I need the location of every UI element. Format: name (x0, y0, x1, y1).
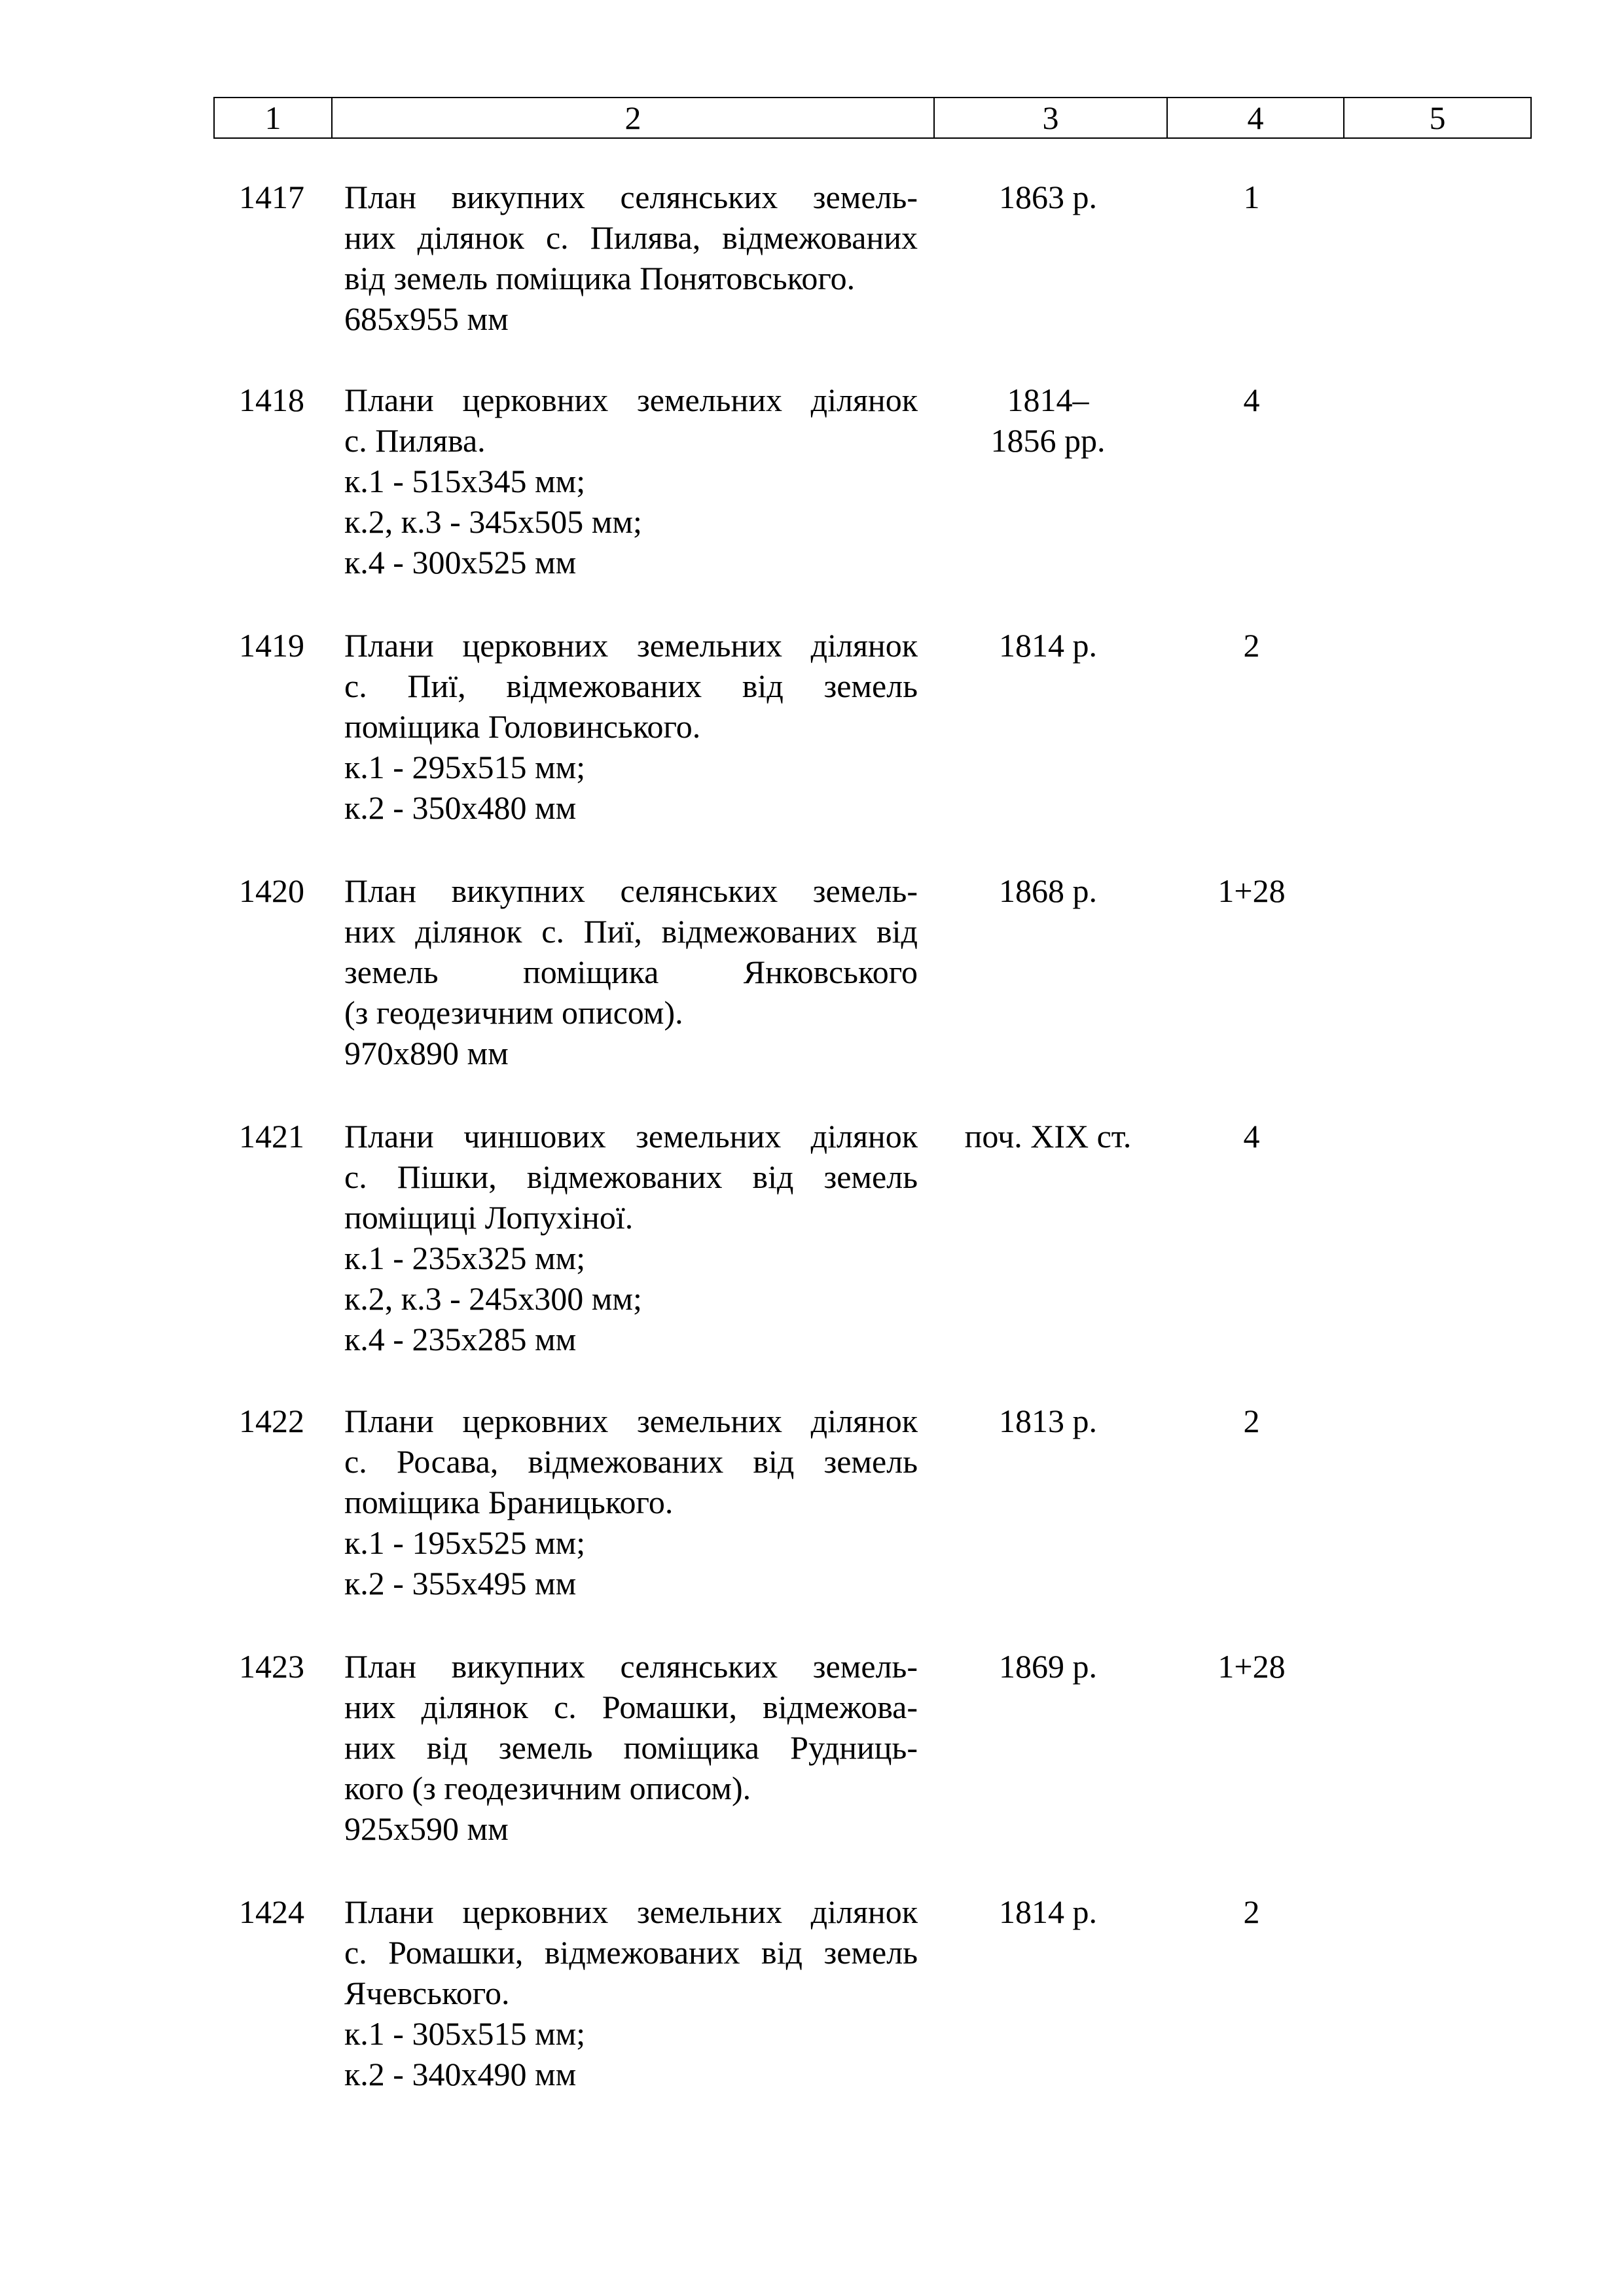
date-line: 1863 р. (999, 179, 1097, 215)
description-line: них ділянок с. Ромашки, відмежова- (344, 1689, 918, 1725)
entry-number: 1424 (239, 1893, 304, 1930)
entry-description (344, 625, 918, 828)
entry-sheet-count: 2 (1243, 1893, 1260, 1930)
description-line: План викупних селянських земель- (344, 179, 918, 215)
date-line: 1869 р. (999, 1648, 1097, 1685)
entry-sheet-count: 1+28 (1218, 1648, 1286, 1685)
description-line: них ділянок с. Пилява, відмежованих (344, 219, 918, 256)
description-line: с. Пішки, відмежованих від земель (344, 1158, 918, 1195)
description-line: с. Ромашки, відмежованих від земель (344, 1934, 918, 1971)
description-line: к.2, к.3 - 345x505 мм; (344, 503, 642, 540)
description-line: План викупних селянських земель- (344, 1648, 918, 1685)
description-line: с. Пиї, відмежованих від земель (344, 668, 918, 704)
entry-date (932, 1646, 1164, 1687)
header-col-3: 3 (934, 98, 1167, 138)
description-line: поміщика Браницького. (344, 1484, 674, 1520)
entry-number: 1418 (239, 382, 304, 418)
entry-description (344, 177, 918, 339)
description-line: земель поміщика Янковського (344, 954, 918, 990)
description-line: Плани церковних земельних ділянок (344, 1403, 918, 1439)
description-line: к.2 - 355x495 мм (344, 1565, 577, 1602)
entry-description (344, 1646, 918, 1849)
date-line: 1868 р. (999, 872, 1097, 909)
description-line: кого (з геодезичним описом). (344, 1770, 751, 1806)
entry-description (344, 870, 918, 1073)
column-number-header (213, 97, 1532, 139)
description-line: 970x890 мм (344, 1035, 509, 1071)
entry-date (932, 1892, 1164, 1932)
entry-date (932, 1116, 1164, 1157)
entry-number: 1419 (239, 627, 304, 664)
date-line: поч. ХІХ ст. (964, 1118, 1132, 1155)
header-row (214, 98, 1531, 138)
description-line: них ділянок с. Пиї, відмежованих від (344, 913, 918, 950)
description-line: к.4 - 300x525 мм (344, 544, 577, 581)
date-line: 1856 рр. (990, 422, 1106, 459)
entry-sheet-count: 4 (1243, 382, 1260, 418)
entry-date (932, 380, 1164, 461)
entry-sheet-count: 2 (1243, 627, 1260, 664)
description-line: них від земель поміщика Рудниць- (344, 1729, 918, 1766)
header-col-4: 4 (1167, 98, 1344, 138)
description-line: Плани церковних земельних ділянок (344, 382, 918, 418)
description-line: с. Пилява. (344, 422, 486, 459)
entry-date (932, 177, 1164, 217)
entry-number: 1417 (239, 179, 304, 215)
description-line: к.1 - 295x515 мм; (344, 749, 586, 785)
date-line: 1814 р. (999, 1893, 1097, 1930)
entry-number: 1423 (239, 1648, 304, 1685)
entry-description (344, 380, 918, 583)
entry-date (932, 625, 1164, 666)
description-line: поміщиці Лопухіної. (344, 1199, 634, 1236)
description-line: к.2, к.3 - 245x300 мм; (344, 1280, 642, 1317)
entry-description (344, 1892, 918, 2094)
entry-date (932, 1401, 1164, 1441)
description-line: 925x590 мм (344, 1810, 509, 1847)
description-line: Плани чиншових земельних ділянок (344, 1118, 918, 1155)
description-line: Ячевського. (344, 1975, 510, 2011)
entry-sheet-count: 1+28 (1218, 872, 1286, 909)
description-line: к.1 - 515x345 мм; (344, 463, 586, 499)
description-line: 685x955 мм (344, 300, 509, 337)
description-line: від земель поміщика Понятовського. (344, 260, 856, 296)
entry-sheet-count: 1 (1243, 179, 1260, 215)
description-line: к.2 - 350x480 мм (344, 789, 577, 826)
description-line: Плани церковних земельних ділянок (344, 627, 918, 664)
date-line: 1813 р. (999, 1403, 1097, 1439)
description-line: к.1 - 235x325 мм; (344, 1240, 586, 1276)
description-line: к.1 - 195x525 мм; (344, 1524, 586, 1561)
description-line: к.1 - 305x515 мм; (344, 2015, 586, 2052)
date-line: 1814 р. (999, 627, 1097, 664)
description-line: к.4 - 235x285 мм (344, 1321, 577, 1357)
entry-sheet-count: 4 (1243, 1118, 1260, 1155)
description-line: План викупних селянських земель- (344, 872, 918, 909)
header-col-2: 2 (332, 98, 934, 138)
entry-number: 1421 (239, 1118, 304, 1155)
entry-description (344, 1116, 918, 1359)
description-line: к.2 - 340x490 мм (344, 2056, 577, 2092)
entry-description (344, 1401, 918, 1604)
description-line: Плани церковних земельних ділянок (344, 1893, 918, 1930)
description-line: (з геодезичним описом). (344, 994, 683, 1031)
header-col-5: 5 (1344, 98, 1531, 138)
description-line: с. Росава, відмежованих від земель (344, 1443, 918, 1480)
header-col-1: 1 (214, 98, 332, 138)
entry-number: 1422 (239, 1403, 304, 1439)
date-line: 1814– (1007, 382, 1089, 418)
entry-sheet-count: 2 (1243, 1403, 1260, 1439)
entry-number: 1420 (239, 872, 304, 909)
entry-date (932, 870, 1164, 911)
description-line: поміщика Головинського. (344, 708, 701, 745)
